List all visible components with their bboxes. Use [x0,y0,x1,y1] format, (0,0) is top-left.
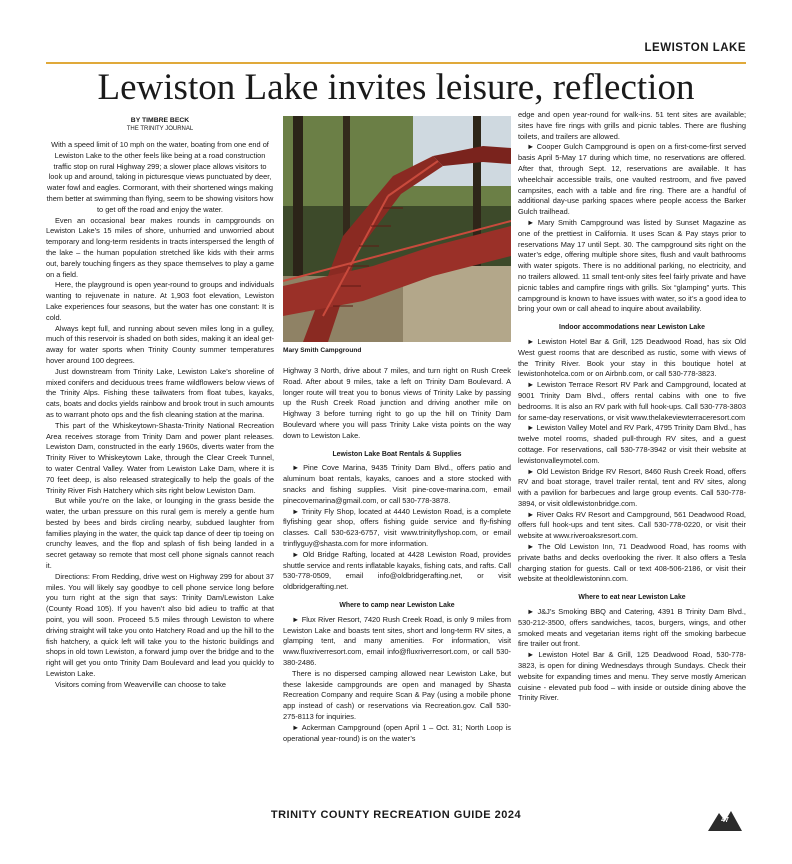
column-1 [46,116,274,691]
list-item: ► Old Lewiston Bridge RV Resort, 8460 Rush Creek Road, offers RV and boat storage, travel trailer rental, tent and RV sites, along with a pavilion for barbecues and large group events. Call 530-778-3894, or visit oldlewistonbridge.com. [518,466,746,508]
paragraph: With a speed limit of 10 mph on the water, boating from one end of Lewiston Lake to the other feels like being at a road construction traffic stop on rural Highway 299; a slower place allows visitors to look up and around, taking in picturesque views punctuated by deer, water fowl and eagles. Cormorant, with their shortened wings making them better at swimming than flying, seem to be showing visitors how to get off the road and enjoy the water. [46,140,274,214]
paragraph: edge and open year-round for walk-ins. 51 tent sites are available; sites have fire rings with grills and picnic tables. There are flushing toilets, and trailers are allowed. [518,110,746,141]
footer-title: TRINITY COUNTY RECREATION GUIDE 2024 [270,809,522,821]
campground-photo [283,116,511,342]
list-item: ► Lewiston Terrace Resort RV Park and Campground, located at 9001 Trinity Dam Blvd., offers rental cabins with one to five bedrooms. It is also an RV park with full hook-ups. Call 530-778-3803 for same-day reservations, or visit www.thelakeviewterraceresort.com [518,380,746,422]
section-label: LEWISTON LAKE [644,42,746,54]
paragraph: Highway 3 North, drive about 7 miles, and turn right on Rush Creek Road. After about 9 miles, take a left on Trinity Dam Boulevard. A longer route will treat you to bonus views of Trinity Lake by passing up the Rush Creek Road junction and driving another mile on Highway 3 before turning right to go up the hill on Trinity Dam Boulevard where you will pass Trinity Lake vista points on the way down to Lewiston Lake. [283,366,511,440]
subhead-boat-rentals: Lewiston Lake Boat Rentals & Supplies [332,450,462,458]
subhead-eat: Where to eat near Lewiston Lake [578,594,686,602]
list-item: ► Flux River Resort, 7420 Rush Creek Road, is only 9 miles from Lewiston Lake and boasts tent sites, short and long-term RV sites, a glamping tent, and many amenities. For information, visit www.fluxriverresort.com, email info@fluxriverresort.com, or call 530-380-2486. [283,614,511,667]
list-item: ► Lewiston Hotel Bar & Grill, 125 Deadwood Road, 530-778-3823, is open for dining Wednesdays through Sundays. Check their website for expanding times and menu. They serve mostly American cuisine - elevated pub food – with inside or outside dining above the Trinity River. [518,650,746,703]
headline: Lewiston Lake invites leisure, reflection [97,67,695,108]
list-item: ► Lewiston Hotel Bar & Grill, 125 Deadwood Road, has six Old West guest rooms that are described as rustic, some with views of the Trinity River. Book your stay in this boutique hotel at lewistonhotelca.com or on Airbnb.com, or call 530-778-3823. [518,336,746,379]
column-3 [518,110,746,704]
list-item: ► The Old Lewiston Inn, 71 Deadwood Road, has rooms with private baths and decks overlooking the river. It also offers a Tesla charging station for guests. Call or text 408-506-2186, or visit their website at theoldlewistoninn.com. [518,542,746,584]
subhead-camping: Where to camp near Lewiston Lake [339,601,455,609]
subhead-indoor: Indoor accommodations near Lewiston Lake [559,324,705,332]
photo-caption: Mary Smith Campground [283,347,362,354]
list-item: ► Old Bridge Rafting, located at 4428 Lewiston Road, provides shuttle service and rents inflatable kayaks, fishing cats, and rafts. Call 530-778-0509, email info@oldbridgerafting.net, or visit oldbridgerafting.net. [283,549,511,592]
byline [46,116,274,134]
paragraph: Here, the playground is open year-round to groups and individuals wanting to rejuvenate in nature. At 1,903 foot elevation, Lewiston Lake experiences four seasons, but the water has one constant: It is cold. [46,280,274,322]
paragraph: This part of the Whiskeytown-Shasta-Trinity National Recreation Area receives storage from Trinity Dam and power plant releases. Lewiston Dam, constructed in the early 1960s, diverts water from the Trinity River to Whiskeytown Lake, through the Clear Creek Tunnel, to water Central Valley. Water from Lewiston Lake Dam, where it is 70 feet deep, is also released strategically to help the goals of the Trinity River Fish Hatchery which sits right below Lewiston Dam. [46,420,274,495]
page-number-badge [708,809,742,831]
list-item: ► Trinity Fly Shop, located at 4440 Lewiston Road, is a complete flyfishing gear shop, offers fishing guide service and fly-fishing classes. Call 530-623-6757, visit www.trinityflyshop.com, or email trinflyguy@shasta.com for more information. [283,506,511,548]
column-2 [283,366,511,744]
header-rule [46,62,746,64]
page-number: 47 [721,817,729,824]
list-item: ► Cooper Gulch Campground is open on a first-come-first served basis April 5-May 17 during which time, no reservations are offered. After that, through Sept. 12, reservations are available. It has wheelchair accessible trails, one vaulted restroom, and five paved campsites, each with a table and fire ring. There are a handful of additional day-use parking spaces where people access the Barker Gulch trailhead. [518,142,746,217]
photo-deck-stairs-forest-icon [283,116,511,342]
paragraph: There is no dispersed camping allowed near Lewiston Lake, but these lakeside campgrounds are open and managed by Shasta Recreation Company and require Scan & Pay (using a mobile phone app instead of cash) or reservations via Recreation.gov. Call 530-275-8113 for inquiries. [283,668,511,721]
list-item: ► J&J’s Smoking BBQ and Catering, 4391 B Trinity Dam Blvd., 530-212-3500, offers sandwiches, tacos, burgers, wings, and other smoked meats and vegetarian items right off the smoking barbecue fire trailer out front. [518,607,746,649]
paragraph: Just downstream from Trinity Lake, Lewiston Lake’s shoreline of mixed conifers and deciduous trees frame wildflowers below views of the Trinity Alps. Fishing these tailwaters from float tubes, kayaks, cats, boats and docks yields rainbow and brook trout in such amounts as to warrant photo ops and the fish cleaning station at the marina. [46,366,275,419]
byline-author: BY TIMBRE BECK [130,117,190,124]
paragraph: Directions: From Redding, drive west on Highway 299 for about 37 miles. You will likely say goodbye to cell phone service long before you turn right at the sign that says: Trinity Dam/Lewiston Lake (County Road 105). If you haven’t also bid adieu to traffic at that point, you will soon. Proceed 5.5 miles through Lewiston to where driving straight will take you onto Hatchery Road and up the hill to the fish hatchery, a quick left will take you to the historic buildings and shops in old town Lewiston, a forward jump over the bridge and to the right will get you onto Trinity Dam Boulevard and lead you quickly to Lewiston Lake. [46,571,274,679]
list-item: ► Mary Smith Campground was listed by Sunset Magazine as one of the prettiest in California. It uses Scan & Pay stays prior to reservations May 17 until Sept. 30. The campground sits right on the water’s edge, offering multiple shore sites, flush and vault bathrooms with water spigots. There is no additional parking, no electricity, and no trailers allowed. 11 small tent-only sites feel fairly private and have picnic tables and campfire rings with grills. Six “glamping” yurts. This campground is known to have issues with water, so it’s a good idea to bring your own or call ahead to inquire about availability. [518,217,746,314]
list-item: ► Pine Cove Marina, 9435 Trinity Dam Blvd., offers patio and aluminum boat rentals, kayaks, canoes and a store stocked with snacks and fishing supplies. Visit pine-cove-marina.com, email pinecovemarina@gmail.com, or call 530-778-3878. [283,463,511,505]
byline-publication: THE TRINITY JOURNAL [126,126,194,132]
list-item: ► Ackerman Campground (open April 1 – Oct. 31; North Loop is operational year-round) is on the water’s [283,722,511,743]
list-item: ► Lewiston Valley Motel and RV Park, 4795 Trinity Dam Blvd., has twelve motel rooms, shaded pull-through RV sites, and a guest cottage. For reservations, call 530-778-3942 or visit their website at lewistonvalleymotel.com. [518,423,746,465]
paragraph: Even an occasional bear makes rounds in campgrounds on Lewiston Lake’s 15 miles of shore, unhurried and unworried about temporary and long-term residents in tracts interspersed the length of the lake – the human population stretched like kids with their arms out, barely touching fingers as they space themselves to play a game on a field. [46,215,274,279]
paragraph: But while you’re on the lake, or lounging in the grass beside the water, the urban pressure on this rural gem is merely a gentle hum bested by bees and birds circling nearby, subdued laughter from families playing in the water, the quick tap dance of deer tip toeing on crunchy leaves, and the flop and splash of fish being landed in a secret getaway so remote that most cell phone signals cannot reach it. [46,496,274,571]
paragraph: Always kept full, and running about seven miles long in a gulley, much of this reservoir is shaded on both sides, making it an ideal get-away for water sports when Trinity County summer temperatures hover around 100 degrees. [46,323,274,365]
paragraph: Visitors coming from Weaverville can choose to take [55,679,227,689]
list-item: ► River Oaks RV Resort and Campground, 561 Deadwood Road, offers full hook-ups and tent sites. Call 530-778-0220, or visit their website at www.riveroaksresort.com. [518,509,746,541]
